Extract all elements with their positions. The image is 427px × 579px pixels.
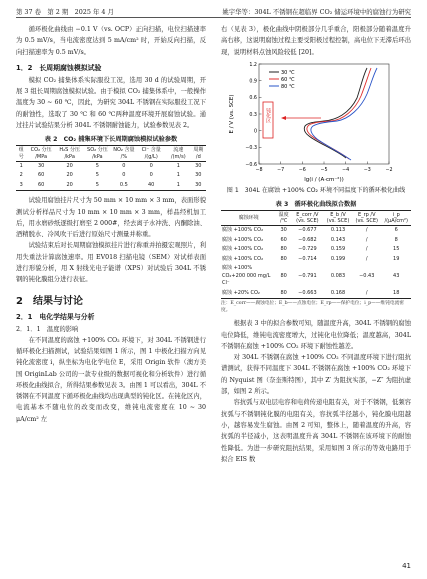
legend xyxy=(269,70,295,90)
curve-30c xyxy=(304,68,367,158)
paragraph-continued: 右（见表 3），极化曲线中阴极部分几乎重合，阳极部分随着温度升高右移，这说明腐蚀过程主要受阳极过程控制，高电位下无滞后环出现，说明材料点蚀风险较低 [20]。 xyxy=(221,26,411,56)
table-cell: 80 xyxy=(280,246,287,253)
table-row xyxy=(221,264,411,289)
curve-60c xyxy=(307,68,371,159)
table-row xyxy=(221,236,411,246)
x-tick-label: −6 xyxy=(298,167,306,173)
paragraph-cyclic-scan: 循环极化曲线由 −0.1 V（vs. OCP）正向扫描，电位扫描速率为 0.5 mV/s，当电流密度达到 5 mA/cm² 时，开始反向扫描，反向扫描速率为 0.5 mV/s。 xyxy=(16,26,206,56)
table-cell: / xyxy=(352,289,381,299)
y-tick-label: 1.2 xyxy=(249,62,257,68)
table-cell: 30 xyxy=(195,162,202,169)
table-cell: 6 xyxy=(394,227,398,234)
table2-header: 流速 /(m/s) xyxy=(166,146,191,161)
table-cell: −0.714 xyxy=(298,255,317,262)
table3-header: E_corr /V (vs. SCE) xyxy=(291,210,324,225)
table-cell: 30 xyxy=(37,162,45,169)
page-number: 41 xyxy=(402,562,411,570)
table-cell: 19 xyxy=(393,255,400,262)
table-cell: 3 xyxy=(16,181,26,191)
y-tick-label: −0.6 xyxy=(245,162,257,168)
table2-header: NO₂ 含量 /% xyxy=(113,147,135,160)
x-tick-label: −3 xyxy=(363,167,371,173)
paragraph-specimen-prep: 试验用腐蚀挂片尺寸为 50 mm × 10 mm × 3 mm，表面形貌测试分析样品尺寸为 10 mm × 10 mm × 3 mm，样品经机加工后，用水磨砂纸逐级打磨至 2 000#，经去离子水冲洗、内酮除油、酒精脱水、冷风吹干后进行原始尺寸测量并称重。 xyxy=(16,197,206,239)
table-cell: −0.791 xyxy=(298,272,317,279)
figure1 xyxy=(221,58,411,184)
table2-header: 周期 /d xyxy=(191,146,206,161)
table-cell: 1 xyxy=(19,162,23,169)
table-cell: 30 xyxy=(280,227,287,234)
table3-header: 腐蚀环境 xyxy=(221,210,277,225)
legend-label-80c: 80 ℃ xyxy=(281,83,295,90)
section-heading-2-1: 2．1 电化学结果与分析 xyxy=(16,312,95,321)
table3-caption: 表 3 循环极化曲线拟合数据 xyxy=(275,200,357,208)
y-tick-label: 0.6 xyxy=(249,96,257,102)
table-cell: 30 xyxy=(195,172,202,179)
table-row xyxy=(221,255,411,265)
table-cell: 0 xyxy=(122,162,126,169)
y-axis-label: E / V (vs. SCE) xyxy=(229,94,235,134)
x-tick-group xyxy=(255,161,392,173)
table-cell: 80 xyxy=(280,255,287,262)
table3-header: E_b /V (vs. SCE) xyxy=(324,210,352,225)
table3-note: 注：E_corr——腐蚀电位；E_b——点蚀电位；E_rp——保护电位；i_p——维钝电流密度。 xyxy=(221,301,404,313)
table-cell: −0.729 xyxy=(298,246,317,253)
table-row xyxy=(16,181,206,191)
table-cell: 腐蚀 +20% CO₂ xyxy=(221,289,277,299)
table-cell: 5 xyxy=(84,181,112,191)
table-cell: 0.199 xyxy=(330,255,346,262)
y-tick-label: 0.3 xyxy=(249,112,257,118)
table-cell: 60 xyxy=(37,172,45,179)
paragraph-characterization: 试验结束后对长周期腐蚀模拟挂片进行称重并拍摄宏观照片，利用失重法计算腐蚀速率。用 EV018 扫描电镜（SEM）对试样表面进行形貌分析，用 X 射线光电子能谱（XPS）对试验后 304L 不锈钢的钝化膜组分进行表征。 xyxy=(16,242,206,284)
table-cell: / xyxy=(365,246,368,253)
table-row xyxy=(221,289,411,299)
x-axis-label: lg(i / (A·cm⁻²)) xyxy=(304,176,344,183)
table-cell: 腐蚀 +100% CO₂ xyxy=(222,255,264,262)
table-cell: 8 xyxy=(394,236,398,243)
table-cell: / xyxy=(365,227,368,234)
table2-header: SO₂ 分压 /kPa xyxy=(84,146,112,161)
table3-header-row xyxy=(221,210,411,225)
section-heading-2-1-1: 2．1．1 温度的影响 xyxy=(16,325,79,333)
table2-header-row xyxy=(16,146,206,161)
table-cell: 5 xyxy=(95,162,99,169)
legend-label-30c: 30 ℃ xyxy=(281,69,295,76)
table-cell: 20 xyxy=(66,162,73,169)
right-column xyxy=(221,24,411,465)
table3-header: i_p /(μA/cm²) xyxy=(381,210,411,225)
table-cell: 腐蚀 +100% CO₂ xyxy=(222,227,264,234)
x-tick-label: −2 xyxy=(385,167,393,173)
table-cell: 0.143 xyxy=(330,236,346,243)
x-tick-label: −7 xyxy=(277,167,285,173)
table2-caption: 表 2 CO₂ 捕集环境下长周期腐蚀模拟试验参数 xyxy=(44,136,178,144)
table-cell: 20 xyxy=(56,181,84,191)
paragraph-long-term-test: 模拟 CO₂ 捕集体系实际服役工况，选用 30 d 的试验周期，开展 3 组长周期腐蚀模拟试验。由于模拟 CO₂ 捕集体系中，一般操作温度为 30 ~ 60 ℃，因此，为研究 304L 不锈钢在实际服役工况下的耐蚀性，选取了 30 ℃ 和 60 ℃两种温度环境开展腐蚀试验。通过挂片试验结果分析 304L 不锈钢耐蚀能力，试验参数见表 2。 xyxy=(16,76,206,130)
table-cell: 0.159 xyxy=(330,246,346,253)
table3-header: E_rp /V (vs. SCE) xyxy=(352,210,381,225)
header-rule xyxy=(16,17,411,18)
table-cell: / xyxy=(365,236,368,243)
table2-header: CO₂ 分压 /MPa xyxy=(26,146,55,161)
paragraph-temperature-effect: 在不同温度的腐蚀 +100% CO₂ 环境下，对 304L 不锈钢进行循环极化扫描测试，试验结果如图 1 所示，图 1 中极化扫描方向见钝化流密度 i，纵坐标为电化学电位 E，采用 Origin 软件（澳方美国 OriginLab 公司的一款专业级的数据可视化和分析软件）进行循环极化曲线拟合，所得结果参数见表 3。由图 1 可以看出，304L 不锈钢在不同温度下循环极化曲线均出现典型的钝化区。在钝化区内，电流基本不随电位的改变而改变，维钝电流密度在 10 ~ 30 μA/cm² 左 xyxy=(16,336,206,423)
paragraph-capacitive-arc: 容抗弧与双电层电容和电荷传递电阻有关，对于不锈钢，低频容抗弧与不锈钢钝化膜的电阻有关，容抗弧半径越小，钝化膜电阻越小，越容易发生腐蚀。由图 2 可知，整体上，随着温度的升高，容抗弧的半径减小，这表明温度升高 304L 不锈钢在该环境下的耐蚀性降低。为进一步研究阻抗结果，采用如图 3 所示的等效电路用于拟合 EIS 数 xyxy=(221,399,411,463)
running-header-right: 姚宇华等：304L 不锈钢在超临界 CO₂ 储运环境中的腐蚀行为研究 xyxy=(222,8,411,16)
table-cell: 0 xyxy=(149,172,153,179)
table3-header: 温度 /℃ xyxy=(277,210,291,225)
table-cell: 0.113 xyxy=(330,227,346,234)
paragraph-eis: 对 304L 不锈钢在腐蚀 +100% CO₂ 不同温度环境下进行阻抗谱测试，获得不同温度下 304L 不锈钢在腐蚀 +100% CO₂ 环境下的 Nyquist 图（奈奎斯特图），其中 Z′ 为阻抗实部，−Z″ 为阻抗虚部，如图 2 所示。 xyxy=(221,354,411,396)
y-tick-label: 0.9 xyxy=(249,79,257,85)
legend-label-60c: 60 ℃ xyxy=(281,76,295,83)
table-cell: 0.5 xyxy=(111,181,136,191)
table-cell: 80 xyxy=(277,289,291,299)
table-cell: −0.43 xyxy=(359,272,375,279)
polarization-chart xyxy=(221,58,411,184)
table-cell: 30 xyxy=(191,181,206,191)
section-heading-2: 2 结果与讨论 xyxy=(16,295,83,307)
table-cell: 1 xyxy=(176,172,180,179)
table-cell: 腐蚀 +100% CO₂+200 000 mg/L Cl⁻ xyxy=(222,265,271,287)
table-cell: 2 xyxy=(19,172,23,179)
table3 xyxy=(221,210,411,299)
table-cell: 40 xyxy=(136,181,165,191)
table-row xyxy=(16,161,206,171)
table-cell: −0.677 xyxy=(298,227,317,234)
y-tick-label: −0.3 xyxy=(245,146,257,152)
y-tick-label: 0 xyxy=(253,129,257,135)
table-cell: 腐蚀 +100% CO₂ xyxy=(222,246,264,253)
table2 xyxy=(16,145,206,191)
table-row xyxy=(221,245,411,255)
left-column xyxy=(16,24,206,425)
table-cell: −0.682 xyxy=(298,236,317,243)
table-cell: 1 xyxy=(166,181,191,191)
section-heading-1-2: 1．2 长周期腐蚀模拟试验 xyxy=(16,63,102,72)
table-cell: 60 xyxy=(26,181,55,191)
table-cell: 43 xyxy=(393,272,400,279)
table-cell: / xyxy=(365,255,368,262)
table2-header: H₂S 分压 /kPa xyxy=(56,146,84,161)
table-cell: 腐蚀 +100% CO₂ xyxy=(222,236,264,243)
table2-header: Cl⁻ 含量 /(g/L) xyxy=(136,146,165,161)
table-cell: 1 xyxy=(176,162,180,169)
table-row xyxy=(16,171,206,181)
table-cell: −0.663 xyxy=(291,289,324,299)
table-cell: 0 xyxy=(122,172,126,179)
table-cell: 18 xyxy=(381,289,411,299)
passive-region-label: 钝化区 xyxy=(265,107,271,123)
table-cell: 60 xyxy=(280,236,287,243)
paragraph-fit-params: 根据表 3 中的拟合参数可知，随温度升高，304L 不锈钢的腐蚀电位降低，维钝电流密度增大，过钝化电位降低；温度越高，304L 不锈钢在腐蚀 +100% CO₂ 环境下耐蚀性越差。 xyxy=(221,320,411,350)
figure1-caption: 图 1 304L 在腐蚀 +100% CO₂ 环境不同温度下的循环极化曲线 xyxy=(226,186,406,194)
passive-arrow-head xyxy=(281,116,286,120)
x-tick-label: −5 xyxy=(320,167,328,173)
x-tick-label: −4 xyxy=(342,167,350,173)
running-header-left: 第 37 卷 第 2 期 2025 年 4 月 xyxy=(16,8,114,16)
table-cell: 80 xyxy=(280,272,287,279)
table-cell: 0.083 xyxy=(330,272,346,279)
table2-header: 组号 xyxy=(16,146,26,161)
table-cell: 15 xyxy=(393,246,400,253)
table-row xyxy=(221,226,411,236)
table-cell: 5 xyxy=(95,172,99,179)
table-cell: 0.168 xyxy=(324,289,352,299)
x-tick-label: −8 xyxy=(255,167,263,173)
table-cell: 0 xyxy=(149,162,153,169)
table-cell: 20 xyxy=(66,172,73,179)
